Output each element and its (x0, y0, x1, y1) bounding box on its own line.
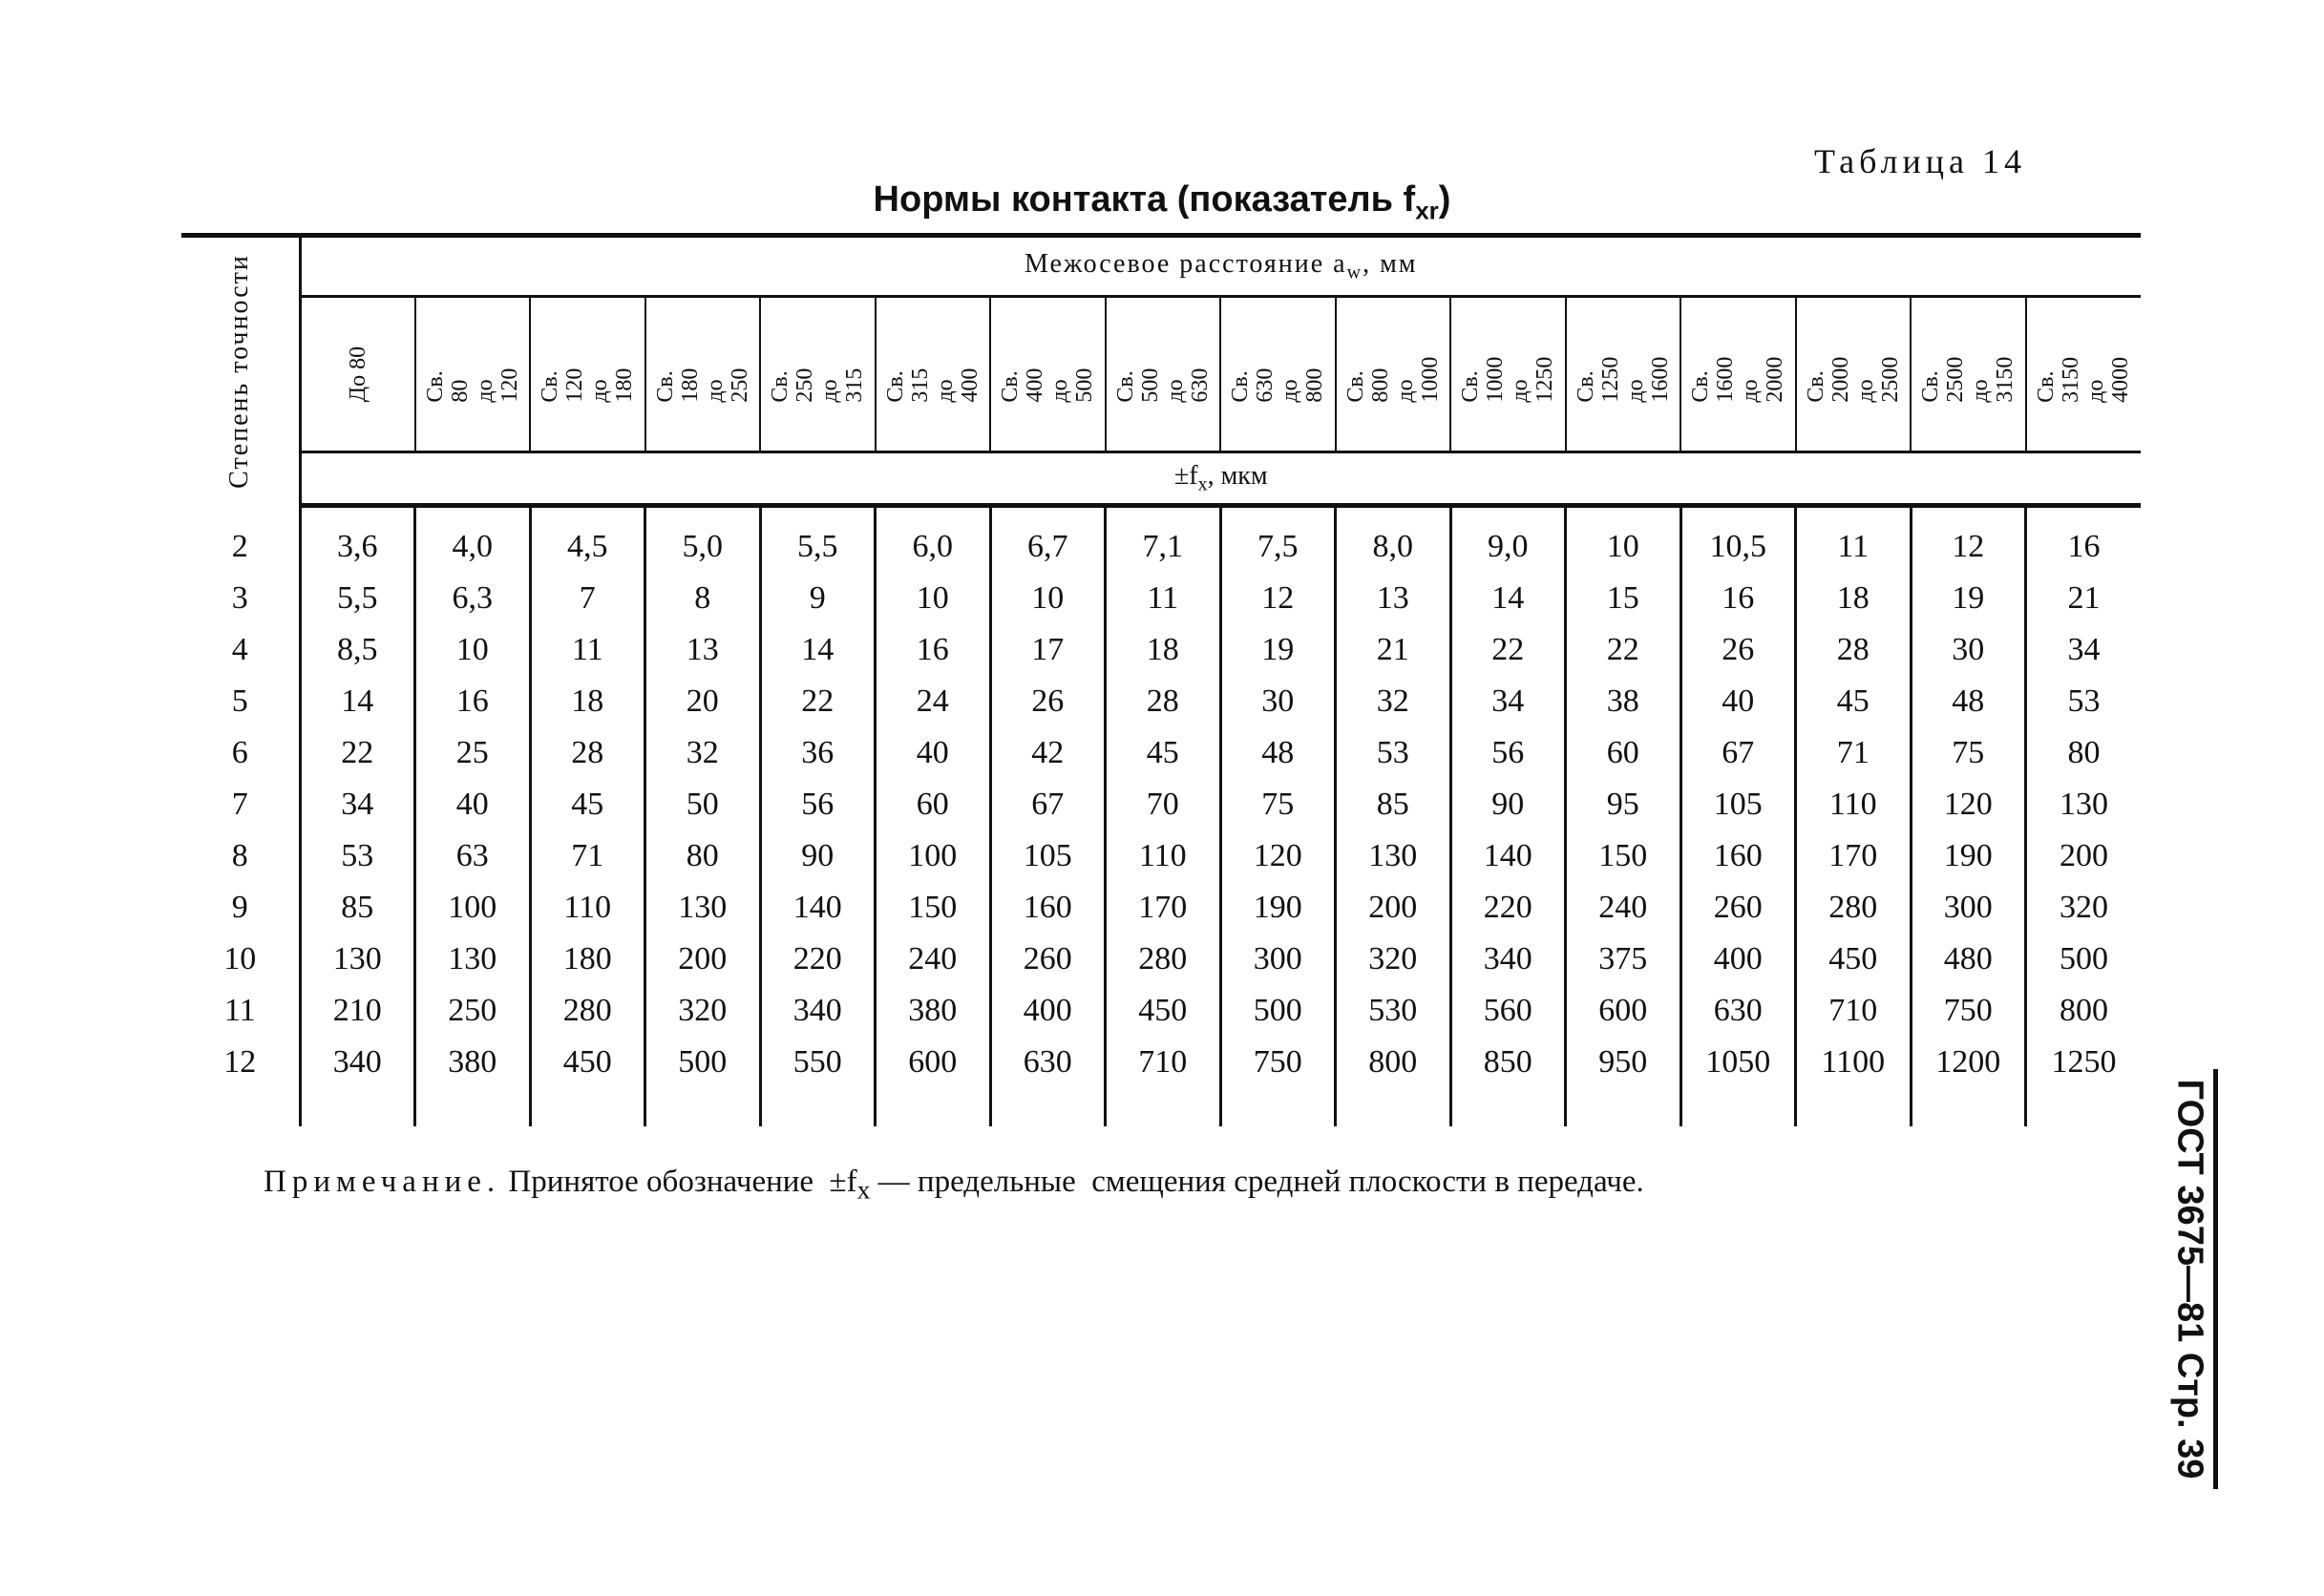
value-cell: 56 (760, 779, 876, 830)
value-cell: 60 (1566, 727, 1681, 779)
value-cell: 500 (1220, 985, 1336, 1037)
grade-cell: 8 (231, 838, 248, 873)
table-row (181, 779, 2141, 830)
value-cell: 320 (645, 985, 761, 1037)
value-cell: 130 (300, 934, 415, 985)
value-cell: 750 (1911, 985, 2026, 1037)
value-cell: 100 (415, 882, 531, 934)
value-cell: 200 (2026, 830, 2142, 882)
value-cell: 8,0 (1336, 521, 1451, 573)
value-cell: 21 (2026, 573, 2142, 624)
column-header: Св. 400 до 500 (990, 297, 1106, 452)
value-cell: 10 (415, 624, 531, 676)
column-header: Св. 2000 до 2500 (1796, 297, 1912, 452)
table-label: Таблица 14 (1814, 142, 2026, 180)
title-sub: xr (1415, 196, 1439, 225)
value-cell: 80 (645, 830, 761, 882)
value-cell: 140 (760, 882, 876, 934)
table-row (181, 934, 2141, 985)
value-cell: 1100 (1796, 1037, 1912, 1088)
note-text: Принятое обозначение ±f (500, 1165, 857, 1199)
group-header (300, 236, 2141, 297)
value-cell: 200 (1336, 882, 1451, 934)
value-cell: 16 (2026, 521, 2142, 573)
value-cell: 28 (1796, 624, 1912, 676)
value-cell: 40 (415, 779, 531, 830)
value-cell: 30 (1911, 624, 2026, 676)
value-cell: 550 (760, 1037, 876, 1088)
value-cell: 100 (876, 830, 991, 882)
value-cell: 60 (876, 779, 991, 830)
value-cell: 340 (300, 1037, 415, 1088)
title-text: Нормы контакта (показатель f (873, 179, 1416, 220)
value-cell: 130 (645, 882, 761, 934)
value-cell: 160 (990, 882, 1106, 934)
value-cell: 53 (300, 830, 415, 882)
note-sub: x (856, 1174, 871, 1205)
value-cell: 34 (2026, 624, 2142, 676)
table-row (181, 573, 2141, 624)
value-cell: 67 (1680, 727, 1796, 779)
note-lead: Примечание. (264, 1165, 501, 1199)
value-cell: 250 (415, 985, 531, 1037)
value-cell: 95 (1566, 779, 1681, 830)
value-cell: 22 (1566, 624, 1681, 676)
value-cell: 11 (530, 624, 645, 676)
value-cell: 19 (1220, 624, 1336, 676)
value-cell: 1050 (1680, 1037, 1796, 1088)
value-cell: 40 (1680, 676, 1796, 727)
value-cell: 260 (1680, 882, 1796, 934)
value-cell: 12 (1911, 521, 2026, 573)
value-cell: 120 (1220, 830, 1336, 882)
value-cell: 14 (1450, 573, 1566, 624)
value-cell: 180 (530, 934, 645, 985)
value-cell: 16 (1680, 573, 1796, 624)
value-cell: 120 (1911, 779, 2026, 830)
value-cell: 1250 (2026, 1037, 2142, 1088)
value-cell: 500 (2026, 934, 2142, 985)
value-cell: 85 (300, 882, 415, 934)
value-cell: 300 (1220, 934, 1336, 985)
value-cell: 75 (1911, 727, 2026, 779)
table-title (0, 179, 2324, 226)
value-cell: 40 (876, 727, 991, 779)
grade-cell: 5 (231, 683, 248, 719)
value-cell: 21 (1336, 624, 1451, 676)
column-header: Св. 1000 до 1250 (1450, 297, 1566, 452)
column-header: Св. 2500 до 3150 (1911, 297, 2026, 452)
value-cell: 11 (1796, 521, 1912, 573)
value-cell: 710 (1106, 1037, 1221, 1088)
value-cell: 18 (530, 676, 645, 727)
value-cell: 320 (1336, 934, 1451, 985)
value-cell: 26 (990, 676, 1106, 727)
value-cell: 340 (1450, 934, 1566, 985)
value-cell: 3,6 (300, 521, 415, 573)
column-header: Св. 1600 до 2000 (1680, 297, 1796, 452)
value-cell: 450 (530, 1037, 645, 1088)
note-rest: — предельные смещения средней плоскости в передаче. (870, 1165, 1644, 1199)
value-cell: 300 (1911, 882, 2026, 934)
table-row (181, 521, 2141, 573)
column-header: Св. 180 до 250 (645, 297, 761, 452)
value-cell: 5,5 (300, 573, 415, 624)
value-cell: 220 (760, 934, 876, 985)
grade-cell: 7 (231, 787, 248, 822)
value-cell: 34 (300, 779, 415, 830)
value-cell: 9,0 (1450, 521, 1566, 573)
value-cell: 130 (415, 934, 531, 985)
value-cell: 630 (990, 1037, 1106, 1088)
group-header-unit: , мм (1363, 248, 1418, 279)
value-cell: 6,7 (990, 521, 1106, 573)
value-cell: 280 (1106, 934, 1221, 985)
value-cell: 28 (530, 727, 645, 779)
value-cell: 63 (415, 830, 531, 882)
value-cell: 48 (1220, 727, 1336, 779)
value-cell: 8,5 (300, 624, 415, 676)
value-cell: 530 (1336, 985, 1451, 1037)
table-row (181, 624, 2141, 676)
standard-page-code (2167, 1069, 2211, 1489)
value-cell: 5,0 (645, 521, 761, 573)
value-cell: 6,0 (876, 521, 991, 573)
column-header: Св. 1250 до 1600 (1566, 297, 1681, 452)
value-cell: 7,1 (1106, 521, 1221, 573)
value-cell: 260 (990, 934, 1106, 985)
value-cell: 45 (530, 779, 645, 830)
value-cell: 210 (300, 985, 415, 1037)
value-cell: 38 (1566, 676, 1681, 727)
value-cell: 150 (876, 882, 991, 934)
value-cell: 800 (2026, 985, 2142, 1037)
table-row (181, 1037, 2141, 1088)
grade-cell: 12 (223, 1044, 257, 1080)
value-cell: 560 (1450, 985, 1566, 1037)
value-cell: 80 (2026, 727, 2142, 779)
group-header-text: Межосевое расстояние a (1024, 248, 1347, 279)
value-cell: 16 (876, 624, 991, 676)
value-cell: 340 (760, 985, 876, 1037)
value-cell: 110 (1106, 830, 1221, 882)
value-cell: 6,3 (415, 573, 531, 624)
value-cell: 13 (645, 624, 761, 676)
group-header-sub: w (1346, 262, 1363, 284)
grade-cell: 3 (231, 580, 248, 616)
value-cell: 10,5 (1680, 521, 1796, 573)
table-note (264, 1165, 1644, 1206)
value-cell: 7,5 (1220, 521, 1336, 573)
value-cell: 10 (1566, 521, 1681, 573)
grade-cell: 11 (223, 993, 256, 1028)
value-cell: 110 (530, 882, 645, 934)
value-cell: 36 (760, 727, 876, 779)
value-cell: 170 (1106, 882, 1221, 934)
table-row (181, 985, 2141, 1037)
value-cell: 10 (990, 573, 1106, 624)
value-cell: 13 (1336, 573, 1451, 624)
value-cell: 17 (990, 624, 1106, 676)
column-header: Св. 250 до 315 (760, 297, 876, 452)
value-cell: 710 (1796, 985, 1912, 1037)
value-cell: 450 (1106, 985, 1221, 1037)
value-cell: 375 (1566, 934, 1681, 985)
column-header: Св. 800 до 1000 (1336, 297, 1451, 452)
value-cell: 130 (2026, 779, 2142, 830)
value-cell: 380 (415, 1037, 531, 1088)
value-cell: 15 (1566, 573, 1681, 624)
column-header: Св. 630 до 800 (1220, 297, 1336, 452)
value-cell: 32 (1336, 676, 1451, 727)
contact-norms-table (181, 233, 2141, 1121)
value-cell: 50 (645, 779, 761, 830)
value-cell: 71 (530, 830, 645, 882)
value-cell: 170 (1796, 830, 1912, 882)
value-cell: 18 (1796, 573, 1912, 624)
value-cell: 4,5 (530, 521, 645, 573)
table-row (181, 676, 2141, 727)
value-cell: 16 (415, 676, 531, 727)
value-cell: 240 (876, 934, 991, 985)
column-header: Св. 315 до 400 (876, 297, 991, 452)
unit-header-text: ±f (1173, 460, 1198, 491)
grade-cell: 4 (231, 632, 248, 667)
value-cell: 320 (2026, 882, 2142, 934)
value-cell: 20 (645, 676, 761, 727)
value-cell: 75 (1220, 779, 1336, 830)
value-cell: 190 (1220, 882, 1336, 934)
grade-cell: 2 (231, 529, 248, 564)
value-cell: 30 (1220, 676, 1336, 727)
value-cell: 280 (1796, 882, 1912, 934)
value-cell: 630 (1680, 985, 1796, 1037)
value-cell: 200 (645, 934, 761, 985)
value-cell: 22 (1450, 624, 1566, 676)
value-cell: 11 (1106, 573, 1221, 624)
value-cell: 4,0 (415, 521, 531, 573)
value-cell: 240 (1566, 882, 1681, 934)
value-cell: 1200 (1911, 1037, 2026, 1088)
value-cell: 26 (1680, 624, 1796, 676)
value-cell: 7 (530, 573, 645, 624)
grade-cell: 9 (231, 890, 248, 925)
unit-header-sub: x (1197, 473, 1208, 495)
value-cell: 750 (1220, 1037, 1336, 1088)
value-cell: 150 (1566, 830, 1681, 882)
value-cell: 48 (1911, 676, 2026, 727)
table-row (181, 727, 2141, 779)
value-cell: 950 (1566, 1037, 1681, 1088)
value-cell: 130 (1336, 830, 1451, 882)
value-cell: 24 (876, 676, 991, 727)
value-cell: 9 (760, 573, 876, 624)
table-row (181, 830, 2141, 882)
title-close: ) (1438, 179, 1451, 220)
value-cell: 34 (1450, 676, 1566, 727)
value-cell: 110 (1796, 779, 1912, 830)
side-rule (2213, 1069, 2218, 1489)
value-cell: 53 (1336, 727, 1451, 779)
column-header: Св. 80 до 120 (415, 297, 531, 452)
value-cell: 160 (1680, 830, 1796, 882)
value-cell: 500 (645, 1037, 761, 1088)
value-cell: 5,5 (760, 521, 876, 573)
value-cell: 105 (1680, 779, 1796, 830)
value-cell: 71 (1796, 727, 1912, 779)
value-cell: 28 (1106, 676, 1221, 727)
value-cell: 140 (1450, 830, 1566, 882)
value-cell: 85 (1336, 779, 1451, 830)
value-cell: 400 (990, 985, 1106, 1037)
value-cell: 280 (530, 985, 645, 1037)
value-cell: 53 (2026, 676, 2142, 727)
value-cell: 450 (1796, 934, 1912, 985)
value-cell: 190 (1911, 830, 2026, 882)
column-header: Св. 120 до 180 (530, 297, 645, 452)
value-cell: 14 (300, 676, 415, 727)
value-cell: 600 (876, 1037, 991, 1088)
value-cell: 400 (1680, 934, 1796, 985)
value-cell: 18 (1106, 624, 1221, 676)
value-cell: 19 (1911, 573, 2026, 624)
unit-header (300, 452, 2141, 506)
unit-header-unit: , мкм (1207, 460, 1268, 491)
value-cell: 32 (645, 727, 761, 779)
value-cell: 480 (1911, 934, 2026, 985)
stub-header: Степень точности (181, 236, 300, 506)
value-cell: 25 (415, 727, 531, 779)
value-cell: 42 (990, 727, 1106, 779)
value-cell: 90 (760, 830, 876, 882)
value-cell: 8 (645, 573, 761, 624)
column-header: До 80 (300, 297, 415, 452)
value-cell: 850 (1450, 1037, 1566, 1088)
value-cell: 90 (1450, 779, 1566, 830)
standard-page-code-text: ГОСТ 3675—81 Стр. 39 (2169, 1079, 2210, 1480)
value-cell: 800 (1336, 1037, 1451, 1088)
value-cell: 22 (760, 676, 876, 727)
column-header: Св. 500 до 630 (1106, 297, 1221, 452)
grade-cell: 6 (231, 735, 248, 770)
value-cell: 380 (876, 985, 991, 1037)
column-header: Св. 3150 до 4000 (2026, 297, 2142, 452)
grade-cell: 10 (223, 941, 257, 976)
value-cell: 105 (990, 830, 1106, 882)
value-cell: 600 (1566, 985, 1681, 1037)
value-cell: 22 (300, 727, 415, 779)
value-cell: 12 (1220, 573, 1336, 624)
value-cell: 45 (1106, 727, 1221, 779)
value-cell: 10 (876, 573, 991, 624)
value-cell: 70 (1106, 779, 1221, 830)
value-cell: 14 (760, 624, 876, 676)
table-row (181, 882, 2141, 934)
value-cell: 67 (990, 779, 1106, 830)
value-cell: 45 (1796, 676, 1912, 727)
value-cell: 220 (1450, 882, 1566, 934)
value-cell: 56 (1450, 727, 1566, 779)
